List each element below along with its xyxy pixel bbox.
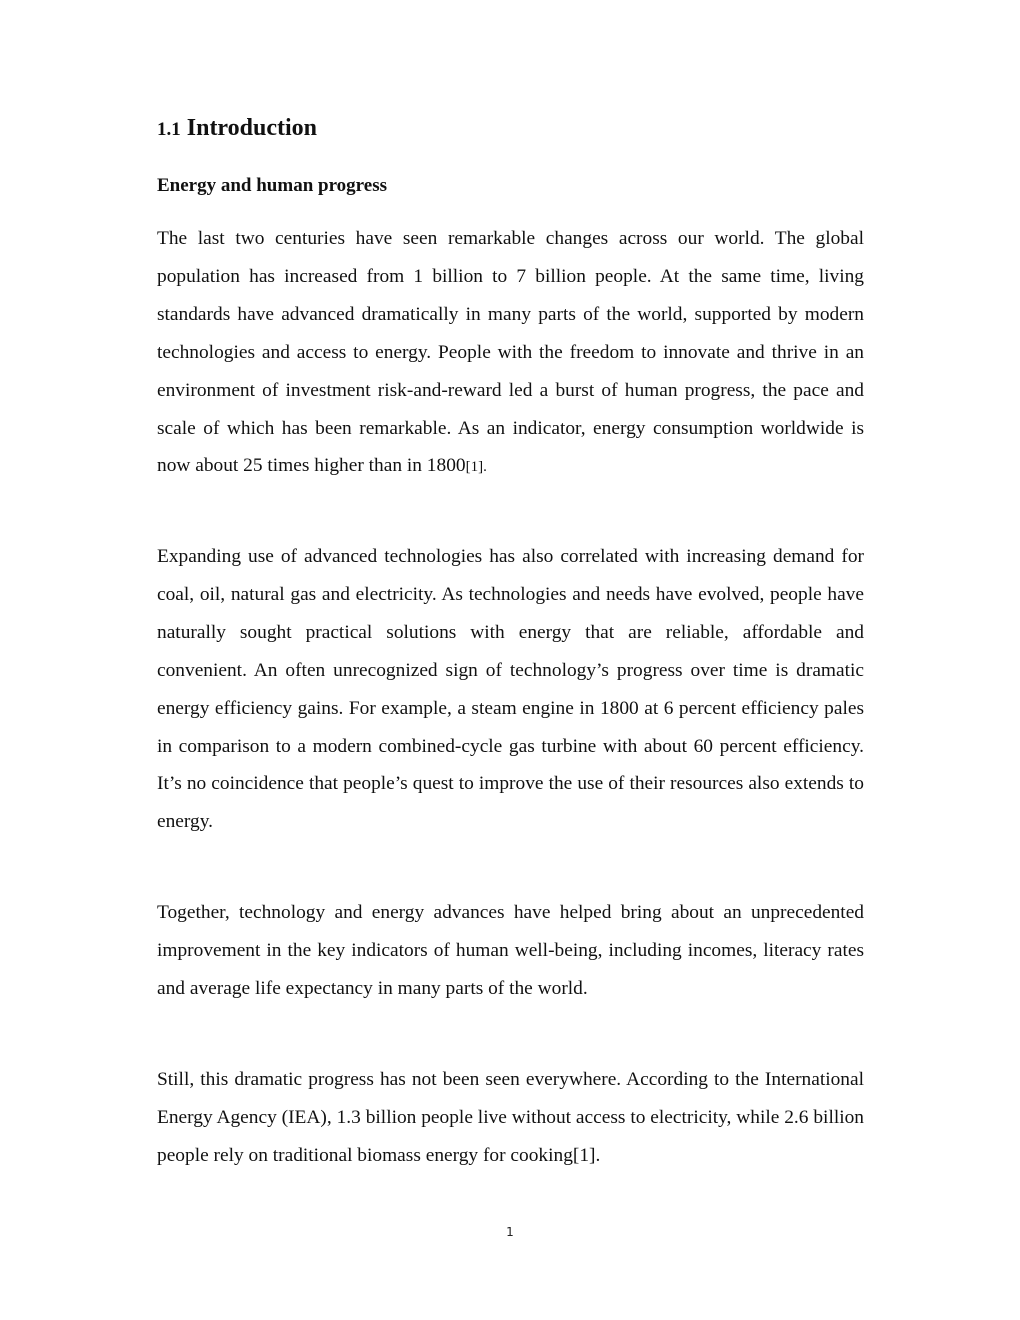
citation: [1] [572, 1144, 596, 1166]
paragraph-text: Together, technology and energy advances have helped bring about an unprecedented improvement in the key indicators of human well-being, including incomes, literacy rates and average life expectancy in many parts of the world. [157, 902, 864, 999]
paragraph [157, 220, 864, 487]
paragraph [157, 538, 864, 841]
paragraph [157, 1061, 864, 1175]
paragraph-end: . [483, 459, 487, 476]
paragraph [157, 894, 864, 1008]
paragraph-end: . [595, 1144, 601, 1166]
citation: [1] [465, 459, 484, 476]
paragraph-text: The last two centuries have seen remarkable changes across our world. The global population has increased from 1 billion to 7 billion people. At the same time, living standards have advanced dramatically in many parts of the world, supported by modern technologies and access to energy. People with the freedom to innovate and thrive in an environment of investment risk-and-reward led a burst of human progress, the pace and scale of which has been remarkable. As an indicator, energy consumption worldwide is now about 25 times higher than in 1800 [157, 228, 864, 477]
paragraph-text: Still, this dramatic progress has not been seen everywhere. According to the International Energy Agency (IEA), 1.3 billion people live without access to electricity, while 2.6 billion people rely on traditional biomass energy for cooking [157, 1069, 864, 1166]
section-title: Introduction [186, 115, 318, 141]
subheading: Energy and human progress [157, 175, 387, 196]
page-number: 1 [506, 1225, 514, 1239]
paragraph-text: Expanding use of advanced technologies has also correlated with increasing demand for coal, oil, natural gas and electricity. As technologies and needs have evolved, people have naturally sought practical solutions with energy that are reliable, affordable and convenient. An often unrecognized sign of technology’s progress over time is dramatic energy efficiency gains. For example, a steam engine in 1800 at 6 percent efficiency pales in comparison to a modern combined-cycle gas turbine with about 60 percent efficiency. It’s no coincidence that people’s quest to improve the use of their resources also extends to energy. [157, 546, 864, 833]
section-number: 1.1 [157, 119, 181, 140]
section-heading [157, 112, 317, 146]
